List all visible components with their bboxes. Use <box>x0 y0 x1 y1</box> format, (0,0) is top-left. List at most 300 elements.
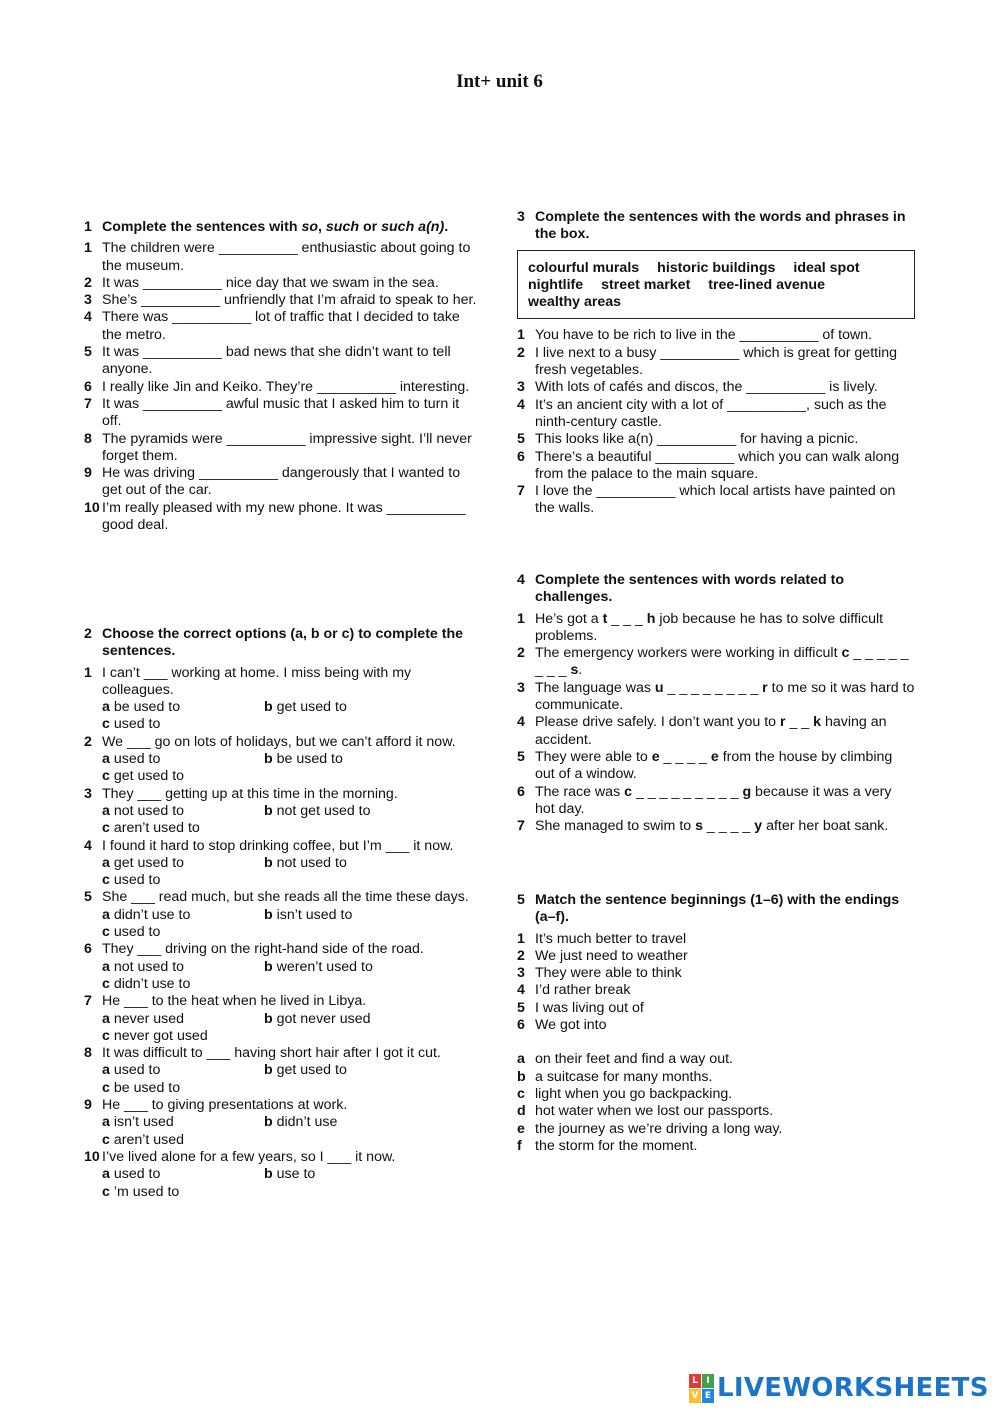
question-item <box>84 500 482 535</box>
question-text <box>535 749 915 784</box>
option-letter: b <box>264 699 273 716</box>
question-item <box>84 431 482 466</box>
option-letter: a <box>102 699 110 716</box>
question-item <box>84 665 482 700</box>
question-text: I love the __________ which local artists have painted on the walls. <box>535 483 896 517</box>
item-text: I’d rather break <box>535 982 631 999</box>
item-label: e <box>517 1120 525 1137</box>
exercise-number: 3 <box>517 209 525 225</box>
exercise-instruction: Complete the sentences with the words and phrases in the box. <box>535 209 906 243</box>
letter-blanks[interactable]: _ _ _ <box>607 610 647 627</box>
options-row <box>84 751 482 786</box>
option-a[interactable] <box>102 1062 264 1079</box>
logo-letter-tile: V <box>689 1389 701 1403</box>
endings-list <box>517 1051 915 1155</box>
text-after: having an accident. <box>535 714 887 748</box>
question-item <box>84 396 482 431</box>
exercise-4 <box>517 572 915 835</box>
beginnings-list <box>517 931 915 1035</box>
first-letter: e <box>651 748 660 765</box>
item-label: 6 <box>517 1017 525 1034</box>
option-letter: c <box>102 716 110 733</box>
exercise-number: 1 <box>84 219 92 235</box>
option-letter: a <box>102 854 110 871</box>
option-text: used to <box>113 716 161 733</box>
option-text: get used to <box>276 699 347 716</box>
option-letter: a <box>102 1114 110 1131</box>
exercise-number: 4 <box>517 572 525 588</box>
question-text: He ___ to the heat when he lived in Libya. <box>102 993 367 1010</box>
question-number: 9 <box>84 1097 92 1114</box>
sentence-ending <box>517 1086 915 1103</box>
exercise-5 <box>517 892 915 1155</box>
question-number: 7 <box>84 395 92 412</box>
item-text: hot water when we lost our passports. <box>535 1103 774 1120</box>
question-number: 3 <box>84 785 92 802</box>
question-number: 7 <box>84 993 92 1010</box>
option-text: used to <box>113 872 161 889</box>
question-text: She ___ read much, but she reads all the time these days. <box>102 889 469 906</box>
option-letter: c <box>102 1183 110 1200</box>
question-item <box>517 449 915 484</box>
question-number: 4 <box>517 396 525 413</box>
text-before: She managed to swim to <box>535 818 696 835</box>
question-item <box>84 889 482 906</box>
question-text: This looks like a(n) __________ for having a picnic. <box>535 431 859 448</box>
first-letter: c <box>841 645 850 662</box>
question-text: I really like Jin and Keiko. They’re __________ interesting. <box>102 378 470 395</box>
option-b[interactable] <box>264 1166 444 1183</box>
question-item <box>517 397 915 432</box>
item-text: the storm for the moment. <box>535 1137 698 1154</box>
question-text: It was __________ bad news that she didn’t want to tell anyone. <box>102 344 451 378</box>
exercise-instruction: Complete the sentences with so, such or such a(n). <box>102 219 449 235</box>
question-text: It’s an ancient city with a lot of __________, such as the ninth-century castle. <box>535 396 887 430</box>
option-text: used to <box>113 1062 161 1079</box>
options-row <box>84 699 482 734</box>
option-c[interactable] <box>102 1184 179 1201</box>
text-before: The race was <box>535 783 625 800</box>
option-b[interactable] <box>264 907 444 924</box>
question-item <box>84 1045 482 1062</box>
exercise-4-items <box>517 611 915 836</box>
option-text: used to <box>113 924 161 941</box>
options-row <box>84 907 482 942</box>
option-letter: a <box>102 1010 110 1027</box>
item-label: d <box>517 1103 526 1120</box>
exercise-3 <box>517 209 915 518</box>
question-item <box>84 734 482 751</box>
option-letter: b <box>264 1166 273 1183</box>
option-b[interactable] <box>264 699 444 716</box>
question-number: 1 <box>84 664 92 681</box>
item-label: 1 <box>517 930 525 947</box>
question-text: You have to be rich to live in the __________ of town. <box>535 327 873 344</box>
question-text: I can’t ___ working at home. I miss being with my colleagues. <box>102 664 412 698</box>
option-text: get used to <box>113 768 185 785</box>
question-number: 4 <box>84 309 92 326</box>
logo-letter-tile: I <box>702 1374 714 1388</box>
text-before: The language was <box>535 679 655 696</box>
option-letter: c <box>102 924 110 941</box>
question-text: The pyramids were __________ impressive sight. I’ll never forget them. <box>102 430 472 464</box>
options-row <box>84 803 482 838</box>
question-text: I’ve lived alone for a few years, so I ___ it now. <box>102 1148 396 1165</box>
sentence-ending <box>517 1103 915 1120</box>
options-row <box>84 1011 482 1046</box>
option-text: never got used <box>113 1027 208 1044</box>
option-letter: c <box>102 768 110 785</box>
question-number: 5 <box>517 431 525 448</box>
option-text: use to <box>276 1166 316 1183</box>
item-text: We got into <box>535 1017 607 1034</box>
option-b[interactable] <box>264 1011 444 1028</box>
option-letter: a <box>102 958 110 975</box>
exercise-3-items <box>517 327 915 517</box>
sentence-ending <box>517 1121 915 1138</box>
option-a[interactable] <box>102 1011 264 1028</box>
option-a[interactable] <box>102 751 264 768</box>
question-item <box>84 941 482 958</box>
item-text: I was living out of <box>535 999 644 1016</box>
question-item <box>517 749 915 784</box>
last-letter: r <box>762 679 768 696</box>
exercise-2 <box>84 626 482 1201</box>
question-number: 5 <box>517 748 525 765</box>
logo-mark-icon <box>689 1374 714 1403</box>
item-label: a <box>517 1051 525 1068</box>
item-text: the journey as we’re driving a long way. <box>535 1120 783 1137</box>
exercise-instruction: Complete the sentences with words related to challenges. <box>535 572 845 606</box>
option-c[interactable] <box>102 1028 208 1045</box>
question-number: 8 <box>84 430 92 447</box>
question-number: 2 <box>84 274 92 291</box>
option-letter: c <box>102 1079 110 1096</box>
question-text: He ___ to giving presentations at work. <box>102 1097 348 1114</box>
option-text: used to <box>113 751 161 768</box>
word-box <box>517 250 915 320</box>
question-item <box>517 714 915 749</box>
question-text: It was __________ nice day that we swam in the sea. <box>102 274 439 291</box>
question-item <box>517 818 915 835</box>
option-a[interactable] <box>102 959 264 976</box>
word-box-item: ideal spot <box>793 259 860 276</box>
question-number: 1 <box>517 327 525 344</box>
item-text: a suitcase for many months. <box>535 1068 713 1085</box>
item-label: 2 <box>517 947 525 964</box>
item-label: 3 <box>517 965 525 982</box>
option-text: never used <box>113 1010 185 1027</box>
question-item <box>517 784 915 819</box>
item-label: f <box>517 1137 522 1154</box>
options-row <box>84 1114 482 1149</box>
first-letter: u <box>654 679 664 696</box>
option-text: not used to <box>276 854 347 871</box>
question-number: 5 <box>84 889 92 906</box>
option-text: get used to <box>113 854 185 871</box>
question-item <box>84 275 482 292</box>
question-item <box>517 379 915 396</box>
exercise-1-items <box>84 240 482 534</box>
letter-blanks[interactable]: _ _ _ _ <box>702 818 755 835</box>
question-number: 4 <box>517 714 525 731</box>
option-b[interactable] <box>264 1114 444 1131</box>
sentence-ending <box>517 1051 915 1068</box>
question-number: 9 <box>84 465 92 482</box>
question-number: 5 <box>84 344 92 361</box>
option-text: aren’t used to <box>113 820 200 837</box>
exercise-1 <box>84 219 482 534</box>
question-item <box>84 1097 482 1114</box>
logo-letter-tile: E <box>702 1389 714 1403</box>
question-number: 6 <box>84 941 92 958</box>
last-letter: s <box>570 662 579 679</box>
exercise-5-heading <box>517 892 915 927</box>
option-a[interactable] <box>102 907 264 924</box>
question-text: There’s a beautiful __________ which you can walk along from the palace to the main square. <box>535 448 900 482</box>
option-text: not used to <box>113 802 185 819</box>
question-text <box>535 714 915 749</box>
question-number: 3 <box>517 679 525 696</box>
option-letter: a <box>102 906 110 923</box>
logo-text: LIVEWORKSHEETS <box>717 1373 989 1403</box>
option-c[interactable] <box>102 924 160 941</box>
option-letter: c <box>102 975 110 992</box>
question-item <box>84 292 482 309</box>
question-item <box>84 465 482 500</box>
option-letter: b <box>264 1114 273 1131</box>
question-text: There was __________ lot of traffic that I decided to take the metro. <box>102 309 460 343</box>
question-number: 7 <box>517 818 525 835</box>
option-text: got never used <box>276 1010 371 1027</box>
sentence-beginning <box>517 965 915 982</box>
option-c[interactable] <box>102 1080 180 1097</box>
question-number: 3 <box>517 379 525 396</box>
logo-letter-tile: L <box>689 1374 701 1388</box>
question-item <box>84 838 482 855</box>
sentence-beginning <box>517 1017 915 1034</box>
option-letter: c <box>102 1027 110 1044</box>
word-box-item: nightlife <box>528 276 584 293</box>
last-letter: y <box>754 818 763 835</box>
option-a[interactable] <box>102 699 264 716</box>
last-letter: k <box>813 714 822 731</box>
option-text: not get used to <box>276 802 371 819</box>
item-text: We just need to weather <box>535 947 688 964</box>
option-c[interactable] <box>102 1132 184 1149</box>
question-text: We ___ go on lots of holidays, but we can’t afford it now. <box>102 733 456 750</box>
sentence-beginning <box>517 982 915 999</box>
question-number: 6 <box>517 783 525 800</box>
question-item <box>517 680 915 715</box>
question-text <box>535 784 915 819</box>
first-letter: s <box>695 818 703 835</box>
option-b[interactable] <box>264 1062 444 1079</box>
page-title: Int+ unit 6 <box>456 71 543 92</box>
exercise-number: 5 <box>517 892 525 908</box>
liveworksheets-logo <box>689 1373 989 1403</box>
text-after: after her boat sank. <box>762 818 889 835</box>
text-before: He’s got a <box>535 610 603 627</box>
text-after: because it was a very hot day. <box>535 783 892 817</box>
question-item <box>517 483 915 518</box>
option-a[interactable] <box>102 1114 264 1131</box>
option-text: used to <box>113 1166 161 1183</box>
exercise-2-heading <box>84 626 482 661</box>
word-box-item: wealthy areas <box>528 294 622 311</box>
question-item <box>517 431 915 448</box>
option-c[interactable] <box>102 768 184 785</box>
letter-blanks[interactable]: _ _ _ _ _ _ _ _ <box>535 645 909 679</box>
left-column <box>84 0 482 1412</box>
option-b[interactable] <box>264 803 444 820</box>
item-label: c <box>517 1085 525 1102</box>
letter-blanks[interactable]: _ _ <box>785 714 814 731</box>
option-text: be used to <box>113 699 181 716</box>
option-text: didn’t use to <box>113 906 191 923</box>
option-text: be used to <box>276 751 343 768</box>
exercise-1-heading <box>84 219 482 236</box>
question-number: 3 <box>84 292 92 309</box>
question-number: 10 <box>84 1148 100 1165</box>
sentence-beginning <box>517 931 915 948</box>
question-text: He was driving __________ dangerously that I wanted to get out of the car. <box>102 465 461 499</box>
text-after: from the house by climbing out of a window. <box>535 748 893 783</box>
word-box-item: tree-lined avenue <box>708 276 825 293</box>
option-text: not used to <box>113 958 185 975</box>
item-text: light when you go backpacking. <box>535 1085 733 1102</box>
right-column <box>517 0 915 1412</box>
letter-blanks[interactable]: _ _ _ _ _ _ _ _ <box>663 679 763 696</box>
question-number: 6 <box>84 378 92 395</box>
question-number: 8 <box>84 1045 92 1062</box>
question-text: I found it hard to stop drinking coffee, but I’m ___ it now. <box>102 837 454 854</box>
word-box-item: street market <box>601 276 691 293</box>
question-text: I’m really pleased with my new phone. It was __________ good deal. <box>102 499 466 534</box>
exercise-4-heading <box>517 572 915 607</box>
first-letter: t <box>602 610 608 627</box>
exercise-instruction: Match the sentence beginnings (1–6) with the endings (a–f). <box>535 892 900 926</box>
question-text: The children were __________ enthusiastic about going to the museum. <box>102 240 471 274</box>
text-before: Please drive safely. I don’t want you to <box>535 714 780 731</box>
text-after: . <box>578 662 583 679</box>
option-letter: b <box>264 958 273 975</box>
question-item <box>84 993 482 1010</box>
option-b[interactable] <box>264 855 444 872</box>
word-box-item: historic buildings <box>657 259 776 276</box>
last-letter: g <box>742 783 752 800</box>
sentence-beginning <box>517 948 915 965</box>
option-c[interactable] <box>102 716 160 733</box>
options-row <box>84 959 482 994</box>
option-letter: b <box>264 751 273 768</box>
question-number: 1 <box>517 610 525 627</box>
question-text <box>535 680 915 715</box>
question-text: It was difficult to ___ having short hair after I got it cut. <box>102 1045 441 1062</box>
letter-blanks[interactable]: _ _ _ _ <box>659 748 711 765</box>
question-number: 10 <box>84 499 100 516</box>
option-letter: a <box>102 1166 110 1183</box>
question-item <box>84 344 482 379</box>
option-b[interactable] <box>264 959 444 976</box>
question-item <box>517 645 915 680</box>
exercise-number: 2 <box>84 626 92 642</box>
option-letter: c <box>102 872 110 889</box>
option-text: isn’t used to <box>276 906 353 923</box>
first-letter: r <box>780 714 786 731</box>
question-number: 2 <box>84 733 92 750</box>
question-item <box>517 327 915 344</box>
question-number: 1 <box>84 240 92 257</box>
question-item <box>84 240 482 275</box>
option-letter: b <box>264 802 273 819</box>
option-letter: a <box>102 751 110 768</box>
option-letter: c <box>102 1131 110 1148</box>
question-text <box>535 611 915 646</box>
options-row <box>84 1062 482 1097</box>
option-letter: b <box>264 1010 273 1027</box>
text-before: The emergency workers were working in difficult <box>535 645 842 662</box>
question-number: 4 <box>84 837 92 854</box>
question-item <box>84 379 482 396</box>
question-number: 6 <box>517 448 525 465</box>
item-text: It’s much better to travel <box>535 930 687 947</box>
option-a[interactable] <box>102 803 264 820</box>
exercise-instruction: Choose the correct options (a, b or c) to complete the sentences. <box>102 626 464 660</box>
item-label: 5 <box>517 999 525 1016</box>
exercise-3-heading <box>517 209 915 244</box>
option-text: be used to <box>113 1079 181 1096</box>
option-b[interactable] <box>264 751 444 768</box>
option-c[interactable] <box>102 976 190 993</box>
question-text <box>535 818 915 835</box>
item-text: on their feet and find a way out. <box>535 1051 733 1068</box>
question-item <box>84 786 482 803</box>
question-text: It was __________ awful music that I asked him to turn it off. <box>102 395 460 430</box>
letter-blanks[interactable]: _ _ _ _ _ _ _ _ _ <box>632 783 743 800</box>
text-after: to me so it was hard to communicate. <box>535 679 915 714</box>
option-text: ’m used to <box>113 1183 180 1200</box>
option-text: isn’t used <box>113 1114 174 1131</box>
option-letter: c <box>102 820 110 837</box>
question-text: They ___ getting up at this time in the morning. <box>102 785 398 802</box>
option-a[interactable] <box>102 1166 264 1183</box>
option-letter: a <box>102 802 110 819</box>
option-text: weren’t used to <box>276 958 373 975</box>
option-letter: b <box>264 854 273 871</box>
question-text: With lots of cafés and discos, the __________ is lively. <box>535 379 878 396</box>
option-c[interactable] <box>102 820 200 837</box>
exercise-2-items <box>84 665 482 1201</box>
item-label: 4 <box>517 982 525 999</box>
question-number: 2 <box>517 645 525 662</box>
question-text: I live next to a busy __________ which is great for getting fresh vegetables. <box>535 344 898 379</box>
option-text: didn’t use to <box>113 975 191 992</box>
question-number: 7 <box>517 483 525 500</box>
option-a[interactable] <box>102 855 264 872</box>
item-text: They were able to think <box>535 965 682 982</box>
option-letter: b <box>264 906 273 923</box>
option-text: aren’t used <box>113 1131 185 1148</box>
last-letter: h <box>646 610 656 627</box>
options-row <box>84 855 482 890</box>
option-letter: b <box>264 1062 273 1079</box>
question-item <box>517 345 915 380</box>
first-letter: c <box>624 783 632 800</box>
question-text: They ___ driving on the right-hand side of the road. <box>102 941 424 958</box>
question-item <box>84 1149 482 1166</box>
option-c[interactable] <box>102 872 160 889</box>
